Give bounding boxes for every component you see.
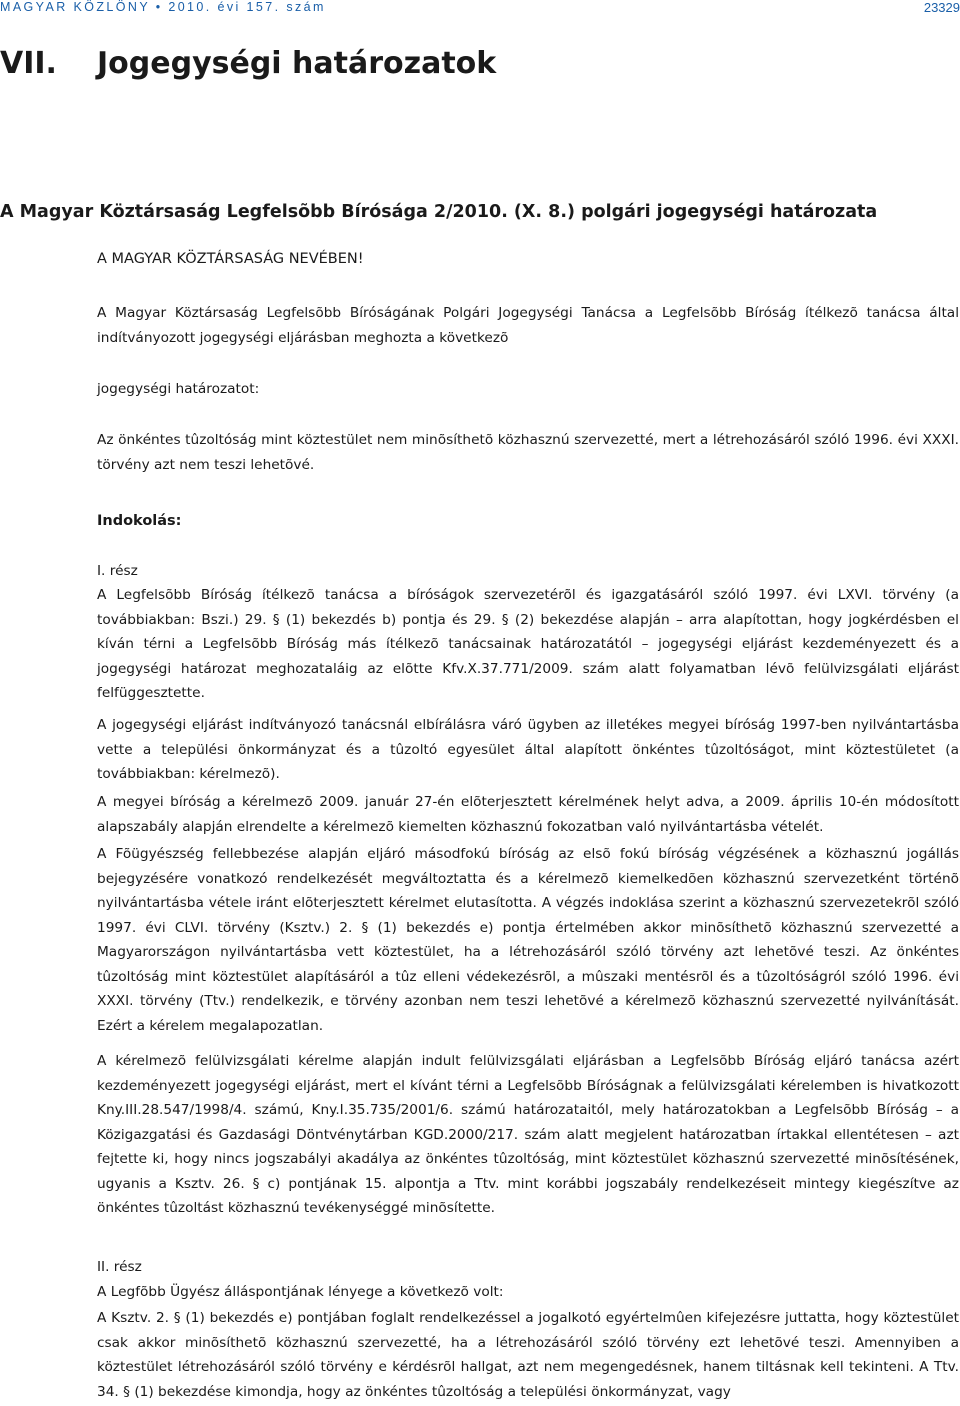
intro-paragraph: A Magyar Köztársaság Legfelsõbb Bíróságának Polgári Jogegységi Tanácsa a Legfelsõbb Bíróság ítélkezõ tanácsa által indítványozott jogegységi eljárásban meghozta a következõ <box>97 305 959 346</box>
part1-paragraph: A Legfelsõbb Bíróság ítélkezõ tanácsa a bíróságok szervezetérõl és igazgatásáról szóló 1997. évi LXVI. törvény (a továbbiakban: Bszi.) 29. § (1) bekezdés b) pontja és 29. § (2) bekezdése alapján – arra alapítottan, hogy jogkérdésben el kíván térni a Legfelsõbb Bíróság más ítélkezõ tanácsainak határozatától – jogegységi eljárást kezdeményezett és a jogegységi határozat meghozataláig az elõtte Kfv.X.37.771/2009. szám alatt folyamatban lévõ felülvizsgálati eljárást felfüggesztette. <box>97 587 959 701</box>
publication-title: MAGYAR KÖZLÖNY • 2010. évi 157. szám <box>0 0 326 14</box>
page-number: 23329 <box>923 0 960 15</box>
part1-heading: I. rész <box>97 563 138 579</box>
chapter-number: VII. <box>0 46 57 81</box>
decision-label: jogegységi határozatot: <box>97 381 260 397</box>
decision-formula: A MAGYAR KÖZTÁRSASÁG NEVÉBEN! <box>97 251 364 267</box>
part1-paragraph: A Fõügyészség fellebbezése alapján eljáró másodfokú bíróság az elsõ fokú bíróság végzésének a közhasznú jogállás bejegyzésére vonatkozó rendelkezését megváltoztatta és a kérelmezõ kiemelkedõen közhasznú szervezetként történõ nyilvántartásba vétele iránt elõterjesztett kérelmet elutasította. A végzés indoklása szerint a közhasznú szervezetekrõl szóló 1997. évi CLVI. törvény (Ksztv.) 2. § (1) bekezdés e) pontja értelmében akkor minõsíthetõ közhasznú szervezetté a Magyarországon nyilvántartásba vett köztestület, ha a létrehozásáról szóló törvény azt lehetõvé teszi. Az önkéntes tûzoltóság mint köztestület alapításáról a tûz elleni védekezésrõl, a mûszaki mentésrõl és a tûzoltóságról szóló 1996. évi XXXI. törvény (Ttv.) rendelkezik, e törvény azonban nem teszi lehetõvé a kérelmezõ közhasznú szervezetté nyilvánítását. Ezért a kérelem megalapozatlan. <box>97 846 959 1034</box>
part2-paragraph: A Ksztv. 2. § (1) bekezdés e) pontjában foglalt rendelkezéssel a jogalkotó egyértelmûen kifejezésre juttatta, hogy köztestület csak akkor minõsíthetõ közhasznú szervezetté, ha a létrehozásáról szóló törvény ezt lehetõvé teszi. Amennyiben a köztestület létrehozásáról szóló törvény e kérdésrõl hallgat, azt nem megengedésnek, hanem tiltásnak kell tekinteni. A Ttv. 34. § (1) bekezdése kimondja, hogy az önkéntes tûzoltóság a települési önkormányzat, vagy <box>97 1310 959 1400</box>
part1-paragraph: A megyei bíróság a kérelmezõ 2009. január 27-én elõterjesztett kérelmének helyt adva, a 2009. április 10-én módosított alapszabály alapján elrendelte a kérelmezõ kiemelten közhasznú fokozatban való nyilvántartásba vételét. <box>97 794 959 835</box>
running-header <box>0 0 960 14</box>
part2-heading: II. rész <box>97 1259 142 1275</box>
decision-title: A Magyar Köztársaság Legfelsõbb Bírósága 2/2010. (X. 8.) polgári jogegységi határozata <box>0 202 878 222</box>
part1-paragraph: A jogegységi eljárást indítványozó tanácsnál elbírálásra váró ügyben az illetékes megyei bíróság 1997-ben nyilvántartásba vette a települési önkormányzat és a tûzoltó egyesület által alapított önkéntes tûzoltóságot, mint köztestületet (a továbbiakban: kérelmezõ). <box>97 717 959 782</box>
part2-intro: A Legfõbb Ügyész álláspontjának lényege a következõ volt: <box>97 1284 504 1300</box>
chapter-title: Jogegységi határozatok <box>97 46 497 81</box>
part1-paragraph: A kérelmezõ felülvizsgálati kérelme alapján indult felülvizsgálati eljárásban a Legfelsõbb Bíróság eljáró tanácsa azért kezdeményezett jogegységi eljárást, mert el kívánt térni a Legfelsõbb Bíróságnak a felülvizsgálati kérelemben is hivatkozott Kny.III.28.547/1998/4. számú, Kny.I.35.735/2001/6. számú határozataitól, mely határozatokban a Legfelsõbb Bíróság – a Közigazgatási és Gazdasági Döntvénytárban KGD.2000/217. szám alatt megjelent határozatban írtakkal ellentétesen – azt fejtette ki, hogy nincs jogszabályi akadálya az önkéntes tûzoltóság, mint köztestület közhasznú szervezetté minõsítésének, ugyanis a Ksztv. 26. § c) pontjának 15. alpontja a Ttv. mint korábbi jogszabály rendelkezéseit mintegy kiegészítve az önkéntes tûzoltást közhasznú tevékenységgé minõsítette. <box>97 1053 959 1216</box>
reasoning-heading: Indokolás: <box>97 513 182 529</box>
holding-paragraph: Az önkéntes tûzoltóság mint köztestület nem minõsíthetõ közhasznú szervezetté, mert a létrehozásáról szóló 1996. évi XXXI. törvény azt nem teszi lehetõvé. <box>97 432 959 473</box>
